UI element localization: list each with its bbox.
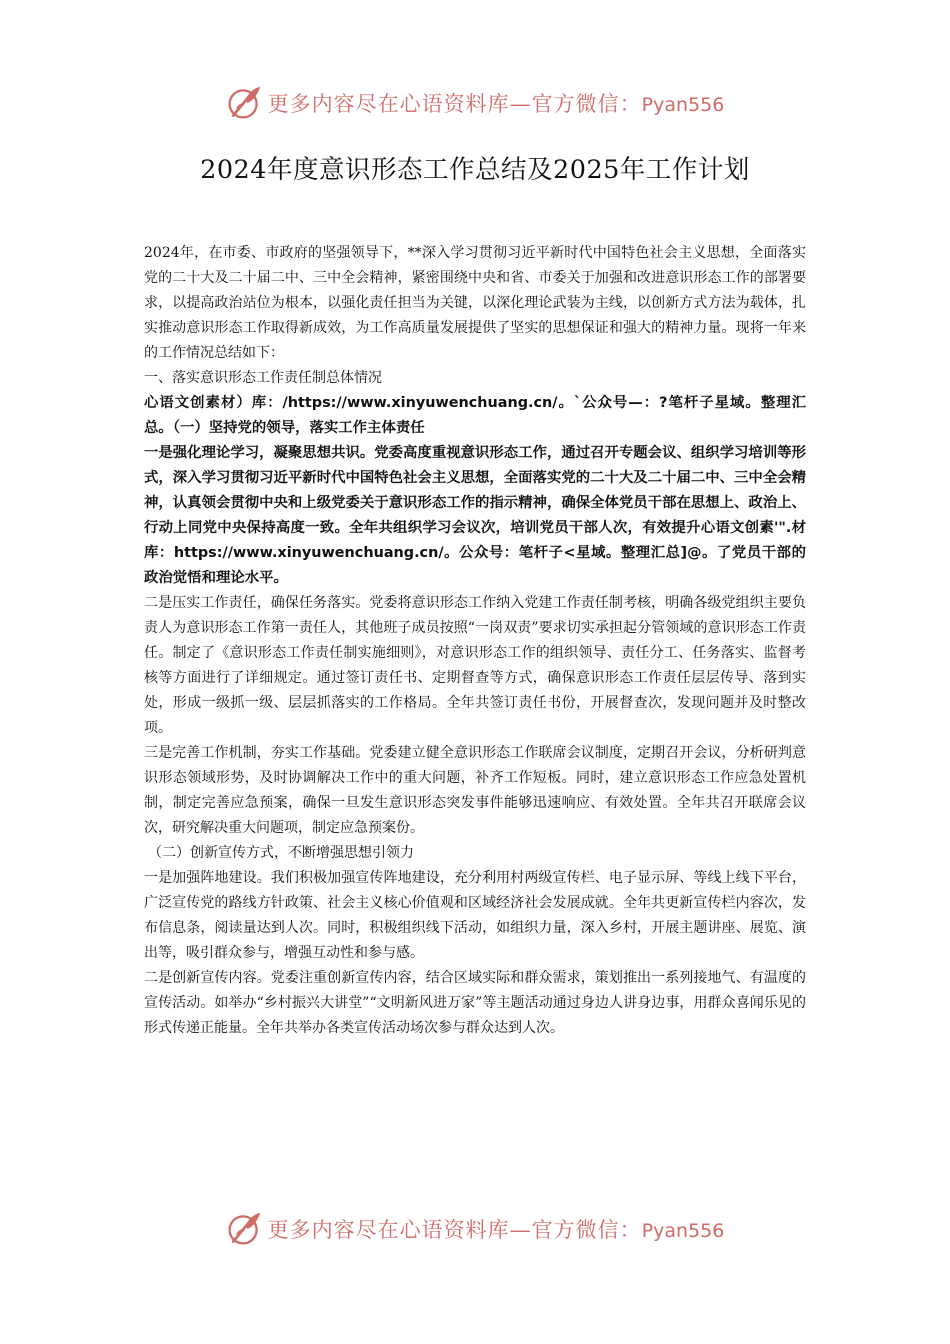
subsection-heading-2: （二）创新宣传方式，不断增强思想引领力	[148, 845, 414, 861]
wechat-id: Pyan556	[641, 1220, 725, 1242]
watermark-paragraph: 心语文创素材）库：/https://www.xinyuwenchuang.cn/。`公众号—：?笔杆子星域。整理汇总。（一）坚持党的领导，落实工作主体责任	[144, 395, 806, 436]
intro-paragraph: 2024年，在市委、市政府的坚强领导下，**深入学习贯彻习近平新时代中国特色社会主义思想，全面落实党的二十大及二十届二中、三中全会精神，紧密围绕中央和省、市委关于加强和改进意识形态工作的部署要求，以提高政治站位为根本，以强化责任担当为关键，以深化理论武装为主线，以创新方式方法为载体，扎实推动意识形态工作取得新成效，为工作高质量发展提供了坚实的思想保证和强大的精神力量。现将一年来的工作情况总结如下：	[144, 245, 806, 361]
quill-logo-icon	[226, 85, 262, 121]
section-heading-1: 一、落实意识形态工作责任制总体情况	[144, 370, 382, 386]
banner-text: 更多内容尽在心语资料库—官方微信：Pyan556	[267, 92, 725, 116]
publicity-point-2-paragraph: 二是创新宣传内容。党委注重创新宣传内容，结合区域实际和群众需求，策划推出一系列接地气、有温度的宣传活动。如举办“乡村振兴大讲堂”“文明新风进万家”等主题活动通过身边人讲身边事，用群众喜闻乐见的形式传递正能量。全年共举办各类宣传活动场次参与群众达到人次。	[144, 970, 806, 1036]
point-2-paragraph: 二是压实工作责任，确保任务落实。党委将意识形态工作纳入党建工作责任制考核，明确各级党组织主要负责人为意识形态工作第一责任人，其他班子成员按照“一岗双责”要求切实承担起分管领域的意识形态工作责任。制定了《意识形态工作责任制实施细则》，对意识形态工作的组织领导、责任分工、任务落实、监督考核等方面进行了详细规定。通过签订责任书、定期督查等方式，确保意识形态工作责任层层传导、落到实处，形成一级抓一级、层层抓落实的工作格局。全年共签订责任书份，开展督查次，发现问题并及时整改项。	[144, 595, 806, 736]
quill-logo-icon	[226, 1211, 262, 1247]
document-body	[144, 241, 806, 1041]
document-title: 2024年度意识形态工作总结及2025年工作计划	[200, 155, 750, 185]
point-1-paragraph: 一是强化理论学习，凝聚思想共识。党委高度重视意识形态工作，通过召开专题会议、组织学习培训等形式，深入学习贯彻习近平新时代中国特色社会主义思想，全面落实党的二十大及二十届二中、三中全会精神，认真领会贯彻中央和上级党委关于意识形态工作的指示精神，确保全体党员干部在思想上、政治上、行动上同党中央保持高度一致。全年共组织学习会议次，培训党员干部人次，有效提升心语文创素'".材库：https://www.xinyuwenchuang.cn/。公众号：笔杆子<星域。整理汇总]@。了党员干部的政治觉悟和理论水平。	[144, 445, 806, 586]
point-3-paragraph: 三是完善工作机制，夯实工作基础。党委建立健全意识形态工作联席会议制度，定期召开会议，分析研判意识形态领域形势，及时协调解决工作中的重大问题，补齐工作短板。同时，建立意识形态工作应急处置机制，制定完善应急预案，确保一旦发生意识形态突发事件能够迅速响应、有效处置。全年共召开联席会议次，研究解决重大问题项，制定应急预案份。	[144, 745, 806, 836]
publicity-point-1-paragraph: 一是加强阵地建设。我们积极加强宣传阵地建设，充分利用村两级宣传栏、电子显示屏、等线上线下平台，广泛宣传党的路线方针政策、社会主义核心价值观和区域经济社会发展成就。全年共更新宣传栏内容次，发布信息条，阅读量达到人次。同时，积极组织线下活动，如组织力量，深入乡村，开展主题讲座、展览、演出等，吸引群众参与，增强互动性和参与感。	[144, 870, 806, 961]
wechat-id: Pyan556	[641, 94, 725, 116]
header-banner	[0, 80, 950, 126]
banner-text: 更多内容尽在心语资料库—官方微信：Pyan556	[267, 1218, 725, 1242]
footer-banner	[0, 1206, 950, 1252]
